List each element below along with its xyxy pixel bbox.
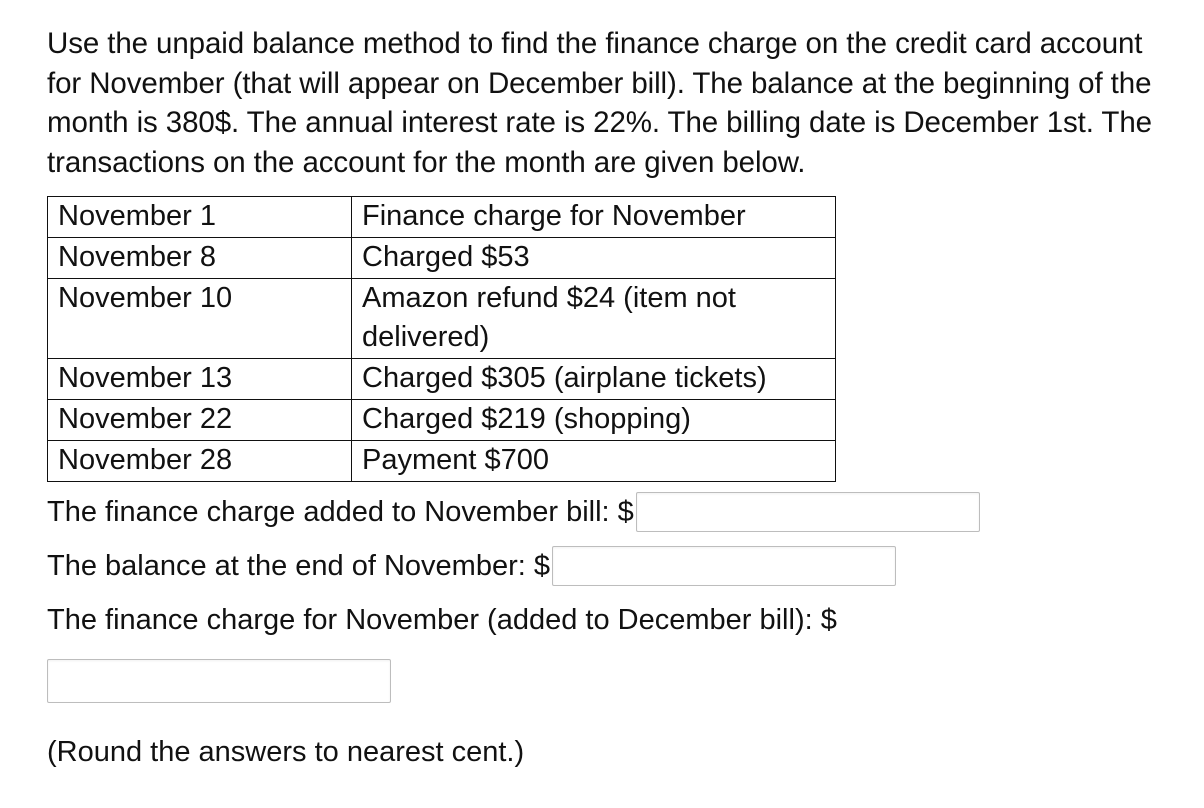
table-row [48,400,836,441]
table-row [48,197,836,238]
transactions-table [47,196,836,482]
transaction-date: November 28 [48,441,352,482]
transaction-description: Amazon refund $24 (item not delivered) [352,279,836,359]
table-row [48,279,836,359]
problem-page [47,24,1167,772]
question-finance-charge-december-bill [47,600,1167,640]
transaction-date: November 10 [48,279,352,359]
transaction-description: Payment $700 [352,441,836,482]
finance-charge-december-bill-input[interactable] [47,659,391,703]
transaction-date: November 13 [48,359,352,400]
question-end-balance [47,546,1167,586]
transaction-date: November 22 [48,400,352,441]
transaction-description: Charged $219 (shopping) [352,400,836,441]
question-label: The finance charge added to November bill: $ [47,496,634,528]
transaction-description: Charged $53 [352,238,836,279]
transaction-description: Charged $305 (airplane tickets) [352,359,836,400]
question-label: The balance at the end of November: $ [47,550,550,582]
end-balance-input[interactable] [552,546,896,586]
transaction-date: November 1 [48,197,352,238]
table-row [48,238,836,279]
table-row [48,441,836,482]
table-row [48,359,836,400]
problem-statement: Use the unpaid balance method to find the finance charge on the credit card account for November (that will appear on December bill). The balance at the beginning of the month is 380$. The annual interest rate is 22%. The billing date is December 1st. The transactions on the account for the month are given below. [47,27,1152,179]
finance-charge-november-bill-input[interactable] [636,492,980,532]
question-finance-charge-november-bill [47,492,1167,532]
question-label: The finance charge for November (added to December bill): $ [47,604,837,636]
rounding-note: (Round the answers to nearest cent.) [47,736,525,768]
transaction-date: November 8 [48,238,352,279]
transaction-description: Finance charge for November [352,197,836,238]
